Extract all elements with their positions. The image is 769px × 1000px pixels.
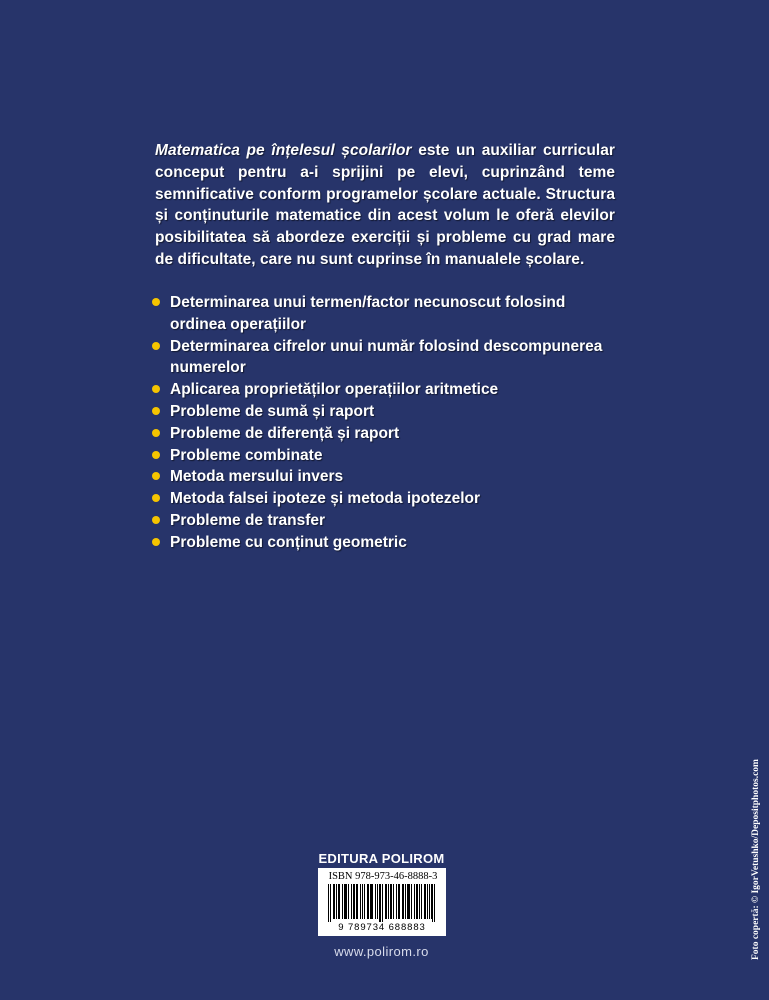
topic-label: Determinarea unui termen/factor necunoscut folosind ordinea operațiilor — [170, 294, 566, 333]
bullet-icon — [152, 407, 160, 415]
publisher-name: EDITURA POLIROM — [318, 851, 445, 866]
barcode-bar — [330, 884, 331, 922]
barcode-bar — [431, 884, 432, 919]
barcode-panel — [318, 868, 446, 936]
topics-list — [152, 292, 622, 554]
barcode-bar — [432, 884, 433, 922]
barcode-bar — [427, 884, 428, 919]
barcode-bar — [391, 884, 392, 919]
list-item — [152, 379, 622, 401]
book-title: Matematica pe înțelesul școlarilor — [155, 142, 412, 159]
topic-label: Aplicarea proprietăților operațiilor aritmetice — [170, 381, 499, 399]
bullet-icon — [152, 516, 160, 524]
publisher-website: www.polirom.ro — [334, 944, 429, 959]
barcode-bar — [386, 884, 387, 919]
barcode-bar — [370, 884, 371, 919]
barcode-bar — [399, 884, 400, 919]
barcode-bar — [372, 884, 373, 919]
barcode-bar — [346, 884, 347, 919]
barcode-bar — [429, 884, 430, 919]
list-item — [152, 292, 622, 336]
barcode-bar — [351, 884, 352, 919]
barcode-bar — [385, 884, 386, 919]
isbn-label: ISBN 978-973-46-8888-3 — [328, 871, 438, 882]
topic-label: Probleme de transfer — [170, 511, 326, 529]
barcode-bar — [328, 884, 329, 922]
bullet-icon — [152, 451, 160, 459]
barcode-bar — [345, 884, 346, 919]
list-item — [152, 336, 622, 380]
barcode-bar — [380, 884, 381, 922]
barcode-bar — [424, 884, 425, 919]
barcode-digits: 9 789734 688883 — [338, 922, 426, 933]
bullet-icon — [152, 472, 160, 480]
list-item — [152, 401, 622, 423]
bullet-icon — [152, 342, 160, 350]
topic-label: Probleme de sumă și raport — [170, 402, 375, 420]
barcode-bar — [356, 884, 357, 919]
barcode-bar — [434, 884, 435, 922]
barcode-bar — [425, 884, 426, 919]
barcode-bar — [416, 884, 417, 919]
description-paragraph — [155, 140, 615, 271]
barcode-bar — [364, 884, 365, 919]
photo-credit: Foto copertă: © IgorVetushko/Depositphotos.com — [751, 759, 761, 960]
bullet-icon — [152, 538, 160, 546]
barcode-bar — [367, 884, 368, 919]
barcode-bar — [405, 884, 406, 919]
bullet-icon — [152, 429, 160, 437]
list-item — [152, 445, 622, 467]
barcode-bar — [339, 884, 340, 919]
barcode-bar — [393, 884, 394, 919]
barcode-bar — [398, 884, 399, 919]
barcode-bar — [419, 884, 420, 919]
barcode-bar — [407, 884, 408, 919]
bullet-icon — [152, 385, 160, 393]
barcode-bar — [368, 884, 369, 919]
barcode-bar — [382, 884, 383, 922]
list-item — [152, 466, 622, 488]
topic-label: Probleme cu conținut geometric — [170, 533, 407, 551]
barcode-bar — [342, 884, 343, 919]
list-item — [152, 423, 622, 445]
barcode-bar — [334, 884, 335, 919]
bullet-icon — [152, 494, 160, 502]
description-text: este un auxiliar curricular conceput pentru a-i sprijini pe elevi, cuprinzând teme semnificative conform programelor școlare actuale. Structura și conținuturile matematice din acest volum le oferă elevilor posibilitatea să abordeze exerciții și probleme cu grad mare de dificultate, care nu sunt cuprinse în manualele școlare. — [155, 142, 615, 268]
barcode-bar — [408, 884, 409, 919]
topic-label: Metoda falsei ipoteze și metoda ipotezelor — [170, 490, 481, 508]
bullet-icon — [152, 298, 160, 306]
barcode-bar — [336, 884, 337, 919]
barcode-bar — [333, 884, 334, 919]
barcode-bar — [338, 884, 339, 919]
barcode-bar — [403, 884, 404, 919]
list-item — [152, 488, 622, 510]
topic-label: Determinarea cifrelor unui număr folosind descompunerea numerelor — [170, 337, 603, 377]
barcode-bar — [362, 884, 363, 919]
barcode-bar — [375, 884, 376, 919]
barcode-bar — [411, 884, 412, 919]
barcode-bar — [414, 884, 415, 919]
barcode-bar — [379, 884, 380, 922]
topic-label: Metoda mersului invers — [170, 468, 344, 486]
list-item — [152, 532, 622, 554]
barcode-bar — [396, 884, 397, 919]
barcode-bar — [371, 884, 372, 919]
barcode-bar — [402, 884, 403, 919]
list-item — [152, 510, 622, 532]
barcode-bar — [357, 884, 358, 919]
barcode-bar — [421, 884, 422, 919]
barcode-bar — [409, 884, 410, 919]
barcode-bar — [388, 884, 389, 919]
barcode-bar — [353, 884, 354, 919]
barcode-icon — [328, 884, 436, 922]
barcode-bar — [344, 884, 345, 919]
barcode-bar — [354, 884, 355, 919]
barcode-bar — [377, 884, 378, 919]
barcode-bar — [348, 884, 349, 919]
barcode-bar — [360, 884, 361, 919]
barcode-bar — [417, 884, 418, 919]
topic-label: Probleme combinate — [170, 446, 323, 464]
topic-label: Probleme de diferență și raport — [170, 424, 400, 442]
barcode-bar — [390, 884, 391, 919]
